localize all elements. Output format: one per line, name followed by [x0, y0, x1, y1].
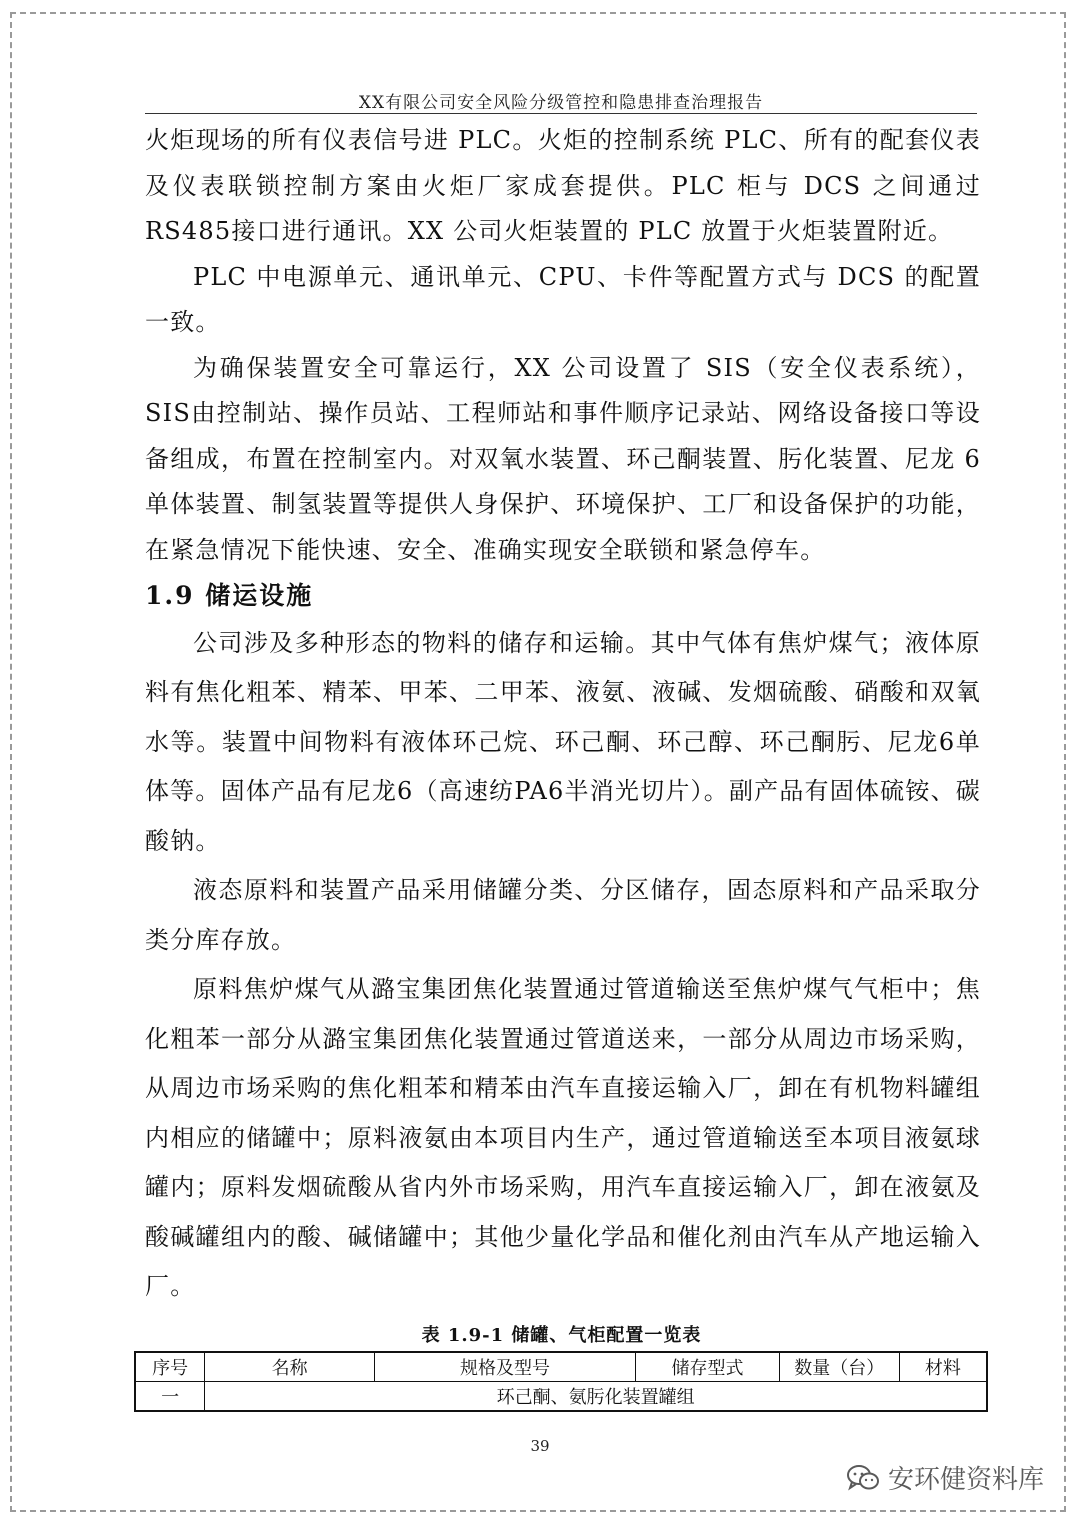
section-heading: 1.9 储运设施 — [145, 581, 314, 610]
paragraph-materials: 公司涉及多种形态的物料的储存和运输。其中气体有焦炉煤气；液体原料有焦化粗苯、精苯、甲苯、二甲苯、液氨、液碱、发烟硫酸、硝酸和双氧水等。装置中间物料有液体环己烷、环己酮、环己醇、环己酮肟、尼龙6单体等。固体产品有尼龙6（高速纺PA6半消光切片）。副产品有固体硫铵、碳酸钠。 — [145, 628, 981, 855]
group-index-cell: 一 — [135, 1382, 205, 1412]
header-cell-spec: 规格及型号 — [374, 1352, 635, 1382]
paragraph-transport: 原料焦炉煤气从潞宝集团焦化装置通过管道输送至焦炉煤气气柜中；焦化粗苯一部分从潞宝集团焦化装置通过管道送来，一部分从周边市场采购，从周边市场采购的焦化粗苯和精苯由汽车直接运输入厂，卸在有机物料罐组内相应的储罐中；原料液氨由本项目内生产，通过管道输送至本项目液氨球罐内；原料发烟硫酸从省内外市场采购，用汽车直接运输入厂，卸在液氨及酸碱罐组内的酸、碱储罐中；其他少量化学品和催化剂由汽车从产地运输入厂。 — [145, 975, 981, 1300]
header-cell-storage-type: 储存型式 — [636, 1352, 780, 1382]
header-cell-name: 名称 — [205, 1352, 375, 1382]
tank-config-table — [134, 1351, 988, 1412]
table-header-row — [135, 1352, 987, 1382]
watermark — [846, 1459, 1044, 1496]
header-cell-index: 序号 — [135, 1352, 205, 1382]
paragraph-sis: 为确保装置安全可靠运行，XX 公司设置了 SIS（安全仪表系统），SIS由控制站、操作员站、工程师站和事件顺序记录站、网络设备接口等设备组成，布置在控制室内。对双氧水装置、环己酮装置、肟化装置、尼龙 6单体装置、制氢装置等提供人身保护、环境保护、工厂和设备保护的功能，在紧急情况下能快速、安全、准确实现安全联锁和紧急停车。 — [145, 353, 981, 564]
table-caption: 表 1.9-1 储罐、气柜配置一览表 — [421, 1325, 702, 1346]
header-cell-quantity: 数量（台） — [779, 1352, 899, 1382]
watermark-text: 安环健资料库 — [887, 1465, 1044, 1495]
page-number: 39 — [530, 1437, 550, 1455]
page-header-title: XX有限公司安全风险分级管控和隐患排查治理报告 — [358, 93, 764, 113]
header-cell-material: 材料 — [899, 1352, 987, 1382]
wechat-icon — [846, 1463, 880, 1493]
paragraph-flare-plc: 火炬现场的所有仪表信号进 PLC。火炬的控制系统 PLC、所有的配套仪表及仪表联锁控制方案由火炬厂家成套提供。PLC 柜与 DCS 之间通过 RS485接口进行通讯。XX 公司火炬装置的 PLC 放置于火炬装置附近。 — [145, 126, 981, 245]
document-body — [145, 118, 981, 1312]
paragraph-storage: 液态原料和装置产品采用储罐分类、分区储存，固态原料和产品采取分类分库存放。 — [145, 876, 981, 954]
header-rule — [145, 113, 977, 114]
group-label-cell: 环己酮、氨肟化装置罐组 — [205, 1382, 987, 1412]
table-row — [135, 1382, 987, 1412]
paragraph-plc-config: PLC 中电源单元、通讯单元、CPU、卡件等配置方式与 DCS 的配置一致。 — [145, 262, 981, 336]
